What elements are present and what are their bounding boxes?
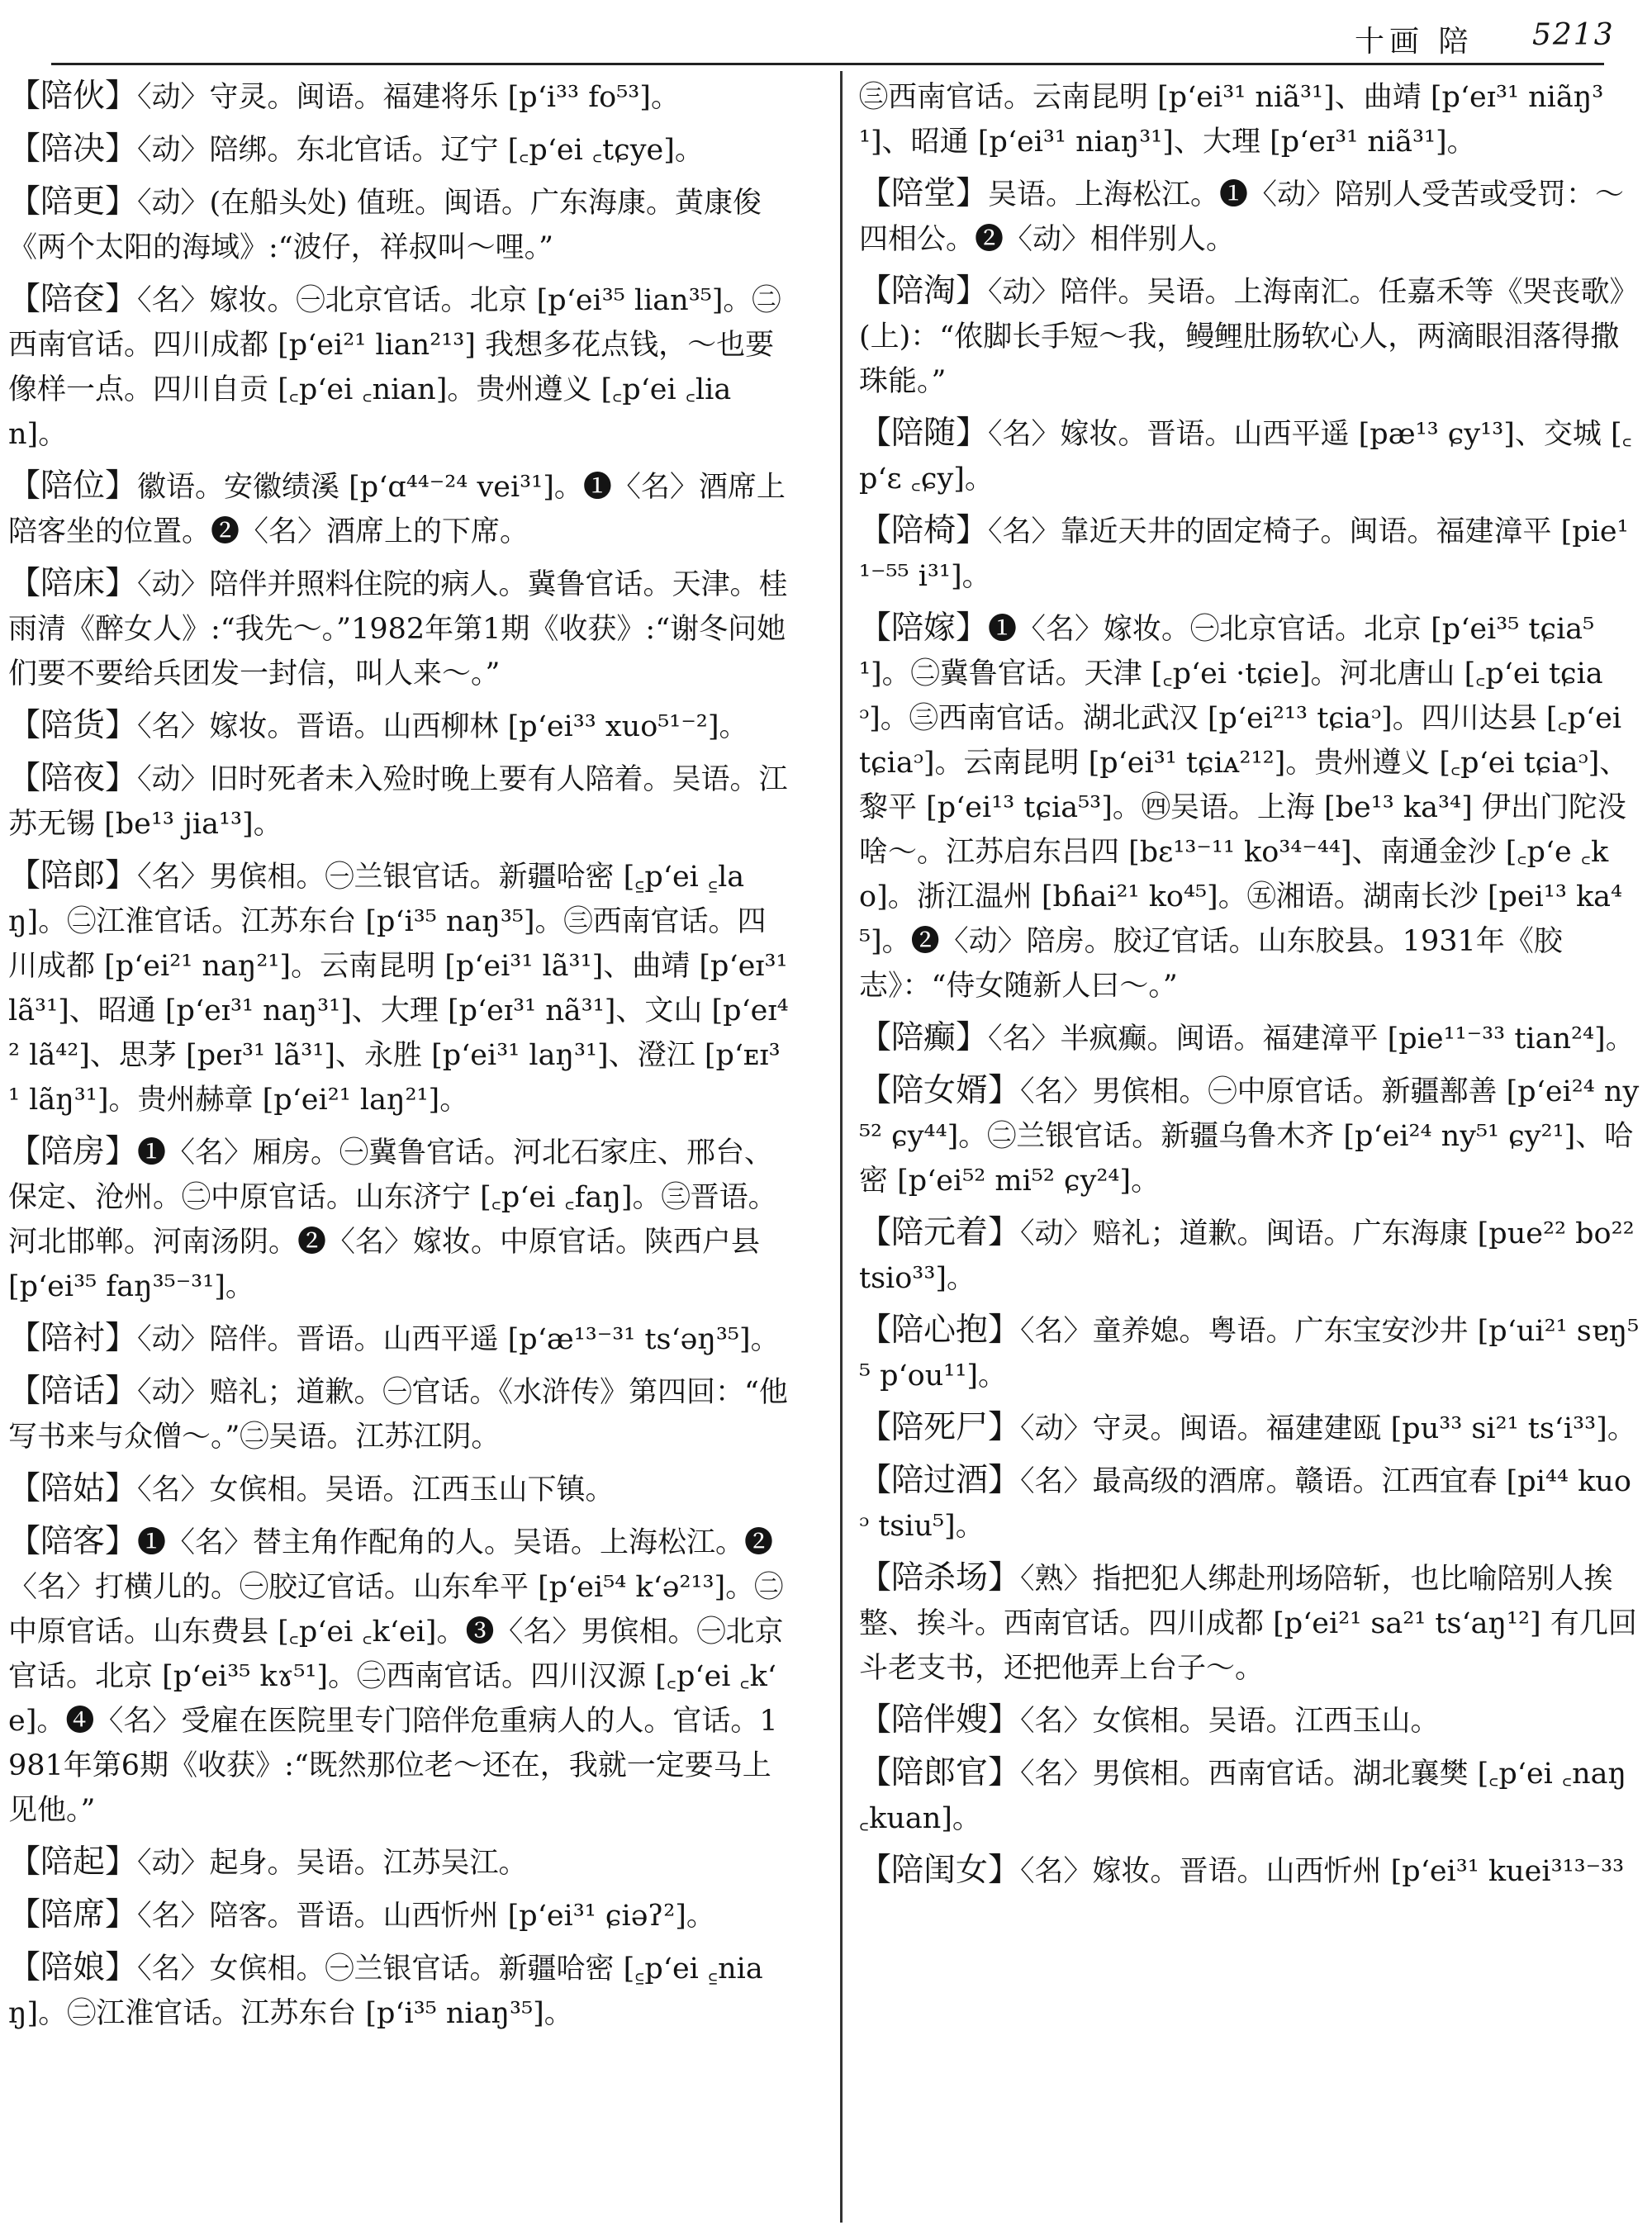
dictionary-entry <box>859 1308 1640 1398</box>
dictionary-entry <box>859 1016 1640 1061</box>
entry-headword: 【陪夜】 <box>8 760 138 797</box>
entry-headword: 【陪位】 <box>8 467 138 505</box>
dictionary-entry <box>8 562 789 696</box>
entry-definition: ❶〈名〉厢房。㊀冀鲁官话。河北石家庄、邢台、保定、沧州。㊁中原官话。山东济宁 [꜀pʻei ꜀faŋ]。㊂晋语。河北邯郸。河南汤阴。❷〈名〉嫁妆。中原官话。陕西户县 [pʻei³⁵ faŋ³⁵⁻³¹]。 <box>8 1136 777 1303</box>
entry-definition: 〈名〉女傧相。吴语。江西玉山。 <box>1020 1705 1440 1738</box>
entry-headword: 【陪决】 <box>8 130 138 168</box>
entry-headword: 【陪死尸】 <box>859 1409 1021 1446</box>
entry-definition: 〈动〉赔礼；道歉。㊀官话。《水浒传》第四回：“他写书来与众僧～。”㊁吴语。江苏江阴。 <box>8 1376 788 1454</box>
entry-definition: 〈名〉半疯癫。闽语。福建漳平 [pie¹¹⁻³³ tian²⁴]。 <box>988 1022 1635 1056</box>
entry-headword: 【陪更】 <box>8 183 138 221</box>
entry-definition: 〈名〉女傧相。㊀兰银官话。新疆哈密 [꜁pʻei ꜁niaŋ]。㊁江淮官话。江苏东台 [pʻi³⁵ niaŋ³⁵]。 <box>8 1952 763 2030</box>
entry-headword: 【陪货】 <box>8 707 138 744</box>
entry-definition: 〈动〉旧时死者未入殓时晚上要有人陪着。吴语。江苏无锡 [be¹³ jia¹³]。 <box>8 763 788 841</box>
entry-headword: 【陪元着】 <box>859 1214 1021 1251</box>
column-divider <box>840 71 843 2223</box>
entry-definition: ❶〈名〉替主角作配角的人。吴语。上海松江。❷〈名〉打横儿的。㊀胶辽官话。山东牟平 [pʻei⁵⁴ kʻə²¹³]。㊁中原官话。山东费县 [꜀pʻei ꜀kʻei]。❸〈名〉男傧相。㊀北京官话。北京 [pʻei³⁵ kɤ⁵¹]。㊁西南官话。四川汉源 [꜀pʻei ꜀kʻe]。❹〈名〉受雇在医院里专门陪伴危重病人的人。官话。1981年第6期《收获》:“既然那位老～还在，我就一定要马上见他。” <box>8 1526 784 1827</box>
entry-definition: 〈名〉嫁妆。晋语。山西平遥 [pæ¹³ ɕy¹³]、交城 [꜀pʻɛ ꜀ɕy]。 <box>859 418 1632 496</box>
dictionary-entry <box>8 854 789 1122</box>
entry-definition: 〈名〉男傧相。㊀兰银官话。新疆哈密 [꜁pʻei ꜁laŋ]。㊁江淮官话。江苏东台 [pʻi³⁵ naŋ³⁵]。㊂西南官话。四川成都 [pʻei²¹ naŋ²¹]。云南昆明 [pʻei³¹ lã³¹]、曲靖 [pʻeɪ³¹ lã³¹]、昭通 [pʻeɪ³¹ naŋ³¹]、大理 [pʻeɪ³¹ nã³¹]、文山 [pʻeɪ⁴² lã⁴²]、思茅 [peɪ³¹ lã³¹]、永胜 [pʻei³¹ laŋ³¹]、澄江 [pʻᴇɪ³¹ lãŋ³¹]。贵州赫章 [pʻei²¹ laŋ²¹]。 <box>8 861 789 1117</box>
header-rule <box>51 63 1604 65</box>
entry-headword: 【陪嫁】 <box>859 610 989 647</box>
dictionary-entry <box>859 1211 1640 1301</box>
entry-definition: 〈熟〉指把犯人绑赴刑场陪斩，也比喻陪别人挨整、挨斗。西南官话。四川成都 [pʻei²¹ sa²¹ tsʻaŋ¹²] 有几回斗老支书，还把他弄上台子～。 <box>859 1563 1637 1685</box>
dictionary-entry <box>8 1520 789 1833</box>
right-column <box>859 74 1640 1901</box>
dictionary-entry <box>859 411 1640 501</box>
running-title: 十画 陪 <box>1355 25 1474 59</box>
entry-headword: 【陪客】 <box>8 1523 138 1560</box>
entry-definition: 〈动〉陪绑。东北官话。辽宁 [꜀pʻei ꜀tɕye]。 <box>137 134 704 167</box>
entry-headword: 【陪女婿】 <box>859 1072 1021 1109</box>
left-column <box>8 74 789 2043</box>
entry-headword: 【陪随】 <box>859 415 989 452</box>
dictionary-entry <box>859 269 1640 404</box>
entry-definition: 〈名〉最高级的酒席。赣语。江西宜春 [pi⁴⁴ kuoᵓ tsiu⁵]。 <box>859 1465 1631 1543</box>
entry-headword: 【陪奁】 <box>8 281 138 318</box>
dictionary-entry <box>859 1406 1640 1451</box>
entry-definition: 〈动〉陪伴。晋语。山西平遥 [pʻæ¹³⁻³¹ tsʻəŋ³⁵]。 <box>137 1323 780 1356</box>
entry-definition: 〈名〉女傧相。吴语。江西玉山下镇。 <box>137 1473 615 1506</box>
entry-definition: 〈动〉(在船头处) 值班。闽语。广东海康。黄康俊《两个太阳的海域》:“波仔，祥叔叫～哩。” <box>8 187 762 264</box>
entry-definition: 〈名〉嫁妆。晋语。山西忻州 [pʻei³¹ kuei³¹³⁻³³ <box>1020 1855 1625 1888</box>
dictionary-entry <box>859 509 1640 599</box>
entry-headword: 【陪过酒】 <box>859 1462 1021 1499</box>
entry-headword: 【陪椅】 <box>859 512 989 549</box>
dictionary-entry <box>8 1893 789 1938</box>
entry-headword: 【陪伙】 <box>8 78 138 115</box>
dictionary-entry <box>8 1369 789 1459</box>
entry-definition: 〈动〉起身。吴语。江苏吴江。 <box>137 1847 528 1880</box>
entry-definition: 吴语。上海松江。❶〈动〉陪别人受苦或受罚：～四相公。❷〈动〉相伴别人。 <box>859 178 1625 256</box>
entry-headword: 【陪伴嫂】 <box>859 1701 1021 1739</box>
entry-definition: 〈动〉赔礼；道歉。闽语。广东海康 [pue²² bo²² tsio³³]。 <box>859 1217 1635 1295</box>
dictionary-entry-continued <box>859 74 1640 164</box>
entry-headword: 【陪姑】 <box>8 1470 138 1507</box>
entry-definition: 〈名〉嫁妆。晋语。山西柳林 [pʻei³³ xuo⁵¹⁻²]。 <box>137 710 748 743</box>
entry-headword: 【陪郎官】 <box>859 1754 1021 1791</box>
dictionary-entry <box>8 1130 789 1309</box>
dictionary-entry <box>8 278 789 457</box>
dictionary-entry <box>859 606 1640 1008</box>
dictionary-entry <box>8 1840 789 1886</box>
dictionary-entry <box>8 74 789 120</box>
entry-definition: ❶〈名〉嫁妆。㊀北京官话。北京 [pʻei³⁵ tɕia⁵¹]。㊁冀鲁官话。天津 [꜀pʻei ·tɕie]。河北唐山 [꜀pʻei tɕiaᵓ]。㊂西南官话。湖北武汉 [pʻei²¹³ tɕiaᵓ]。四川达县 [꜀pʻei tɕiaᵓ]。云南昆明 [pʻei³¹ tɕiᴀ²¹²]。贵州遵义 [꜀pʻei tɕiaᵓ]、黎平 [pʻei¹³ tɕia⁵³]。㊃吴语。上海 [be¹³ ka³⁴] 伊出门陀没啥～。江苏启东吕四 [bɛ¹³⁻¹¹ ko³⁴⁻⁴⁴]、南通金沙 [꜀pʻe ꜀ko]。浙江温州 [bɦai²¹ ko⁴⁵]。㊄湘语。湖南长沙 [pei¹³ ka⁴⁵]。❷〈动〉陪房。胶辽官话。山东胶县。1931年《胶志》：“侍女随新人曰～。” <box>859 613 1629 1003</box>
entry-headword: 【陪房】 <box>8 1133 138 1170</box>
entry-headword: 【陪话】 <box>8 1373 138 1410</box>
entry-headword: 【陪淘】 <box>859 273 989 310</box>
dictionary-entry <box>859 1069 1640 1203</box>
entry-definition: 〈动〉守灵。闽语。福建建瓯 [pu³³ si²¹ tsʻi³³]。 <box>1020 1412 1636 1445</box>
entry-headword: 【陪堂】 <box>859 175 989 212</box>
dictionary-entry <box>8 1317 789 1362</box>
entry-definition: 〈名〉男傧相。西南官话。湖北襄樊 [꜀pʻei ꜀naŋ ꜀kuan]。 <box>859 1758 1627 1835</box>
entry-definition: 〈名〉童养媳。粤语。广东宝安沙井 [pʻui²¹ sɐŋ⁵⁵ pʻou¹¹]。 <box>859 1315 1640 1393</box>
entry-headword: 【陪闺女】 <box>859 1852 1021 1889</box>
dictionary-entry <box>8 464 789 554</box>
entry-headword: 【陪衬】 <box>8 1320 138 1357</box>
entry-definition: 〈动〉陪伴。吴语。上海南汇。任嘉禾等《哭丧歌》(上)：“侬脚长手短～我，鳗鲤肚肠软心人，两滴眼泪落得撒珠能。” <box>859 276 1639 398</box>
dictionary-entry <box>859 172 1640 262</box>
dictionary-entry <box>8 704 789 749</box>
dictionary-entry <box>859 1848 1640 1894</box>
dictionary-entry <box>859 1556 1640 1691</box>
entry-headword: 【陪起】 <box>8 1843 138 1881</box>
entry-definition: 徽语。安徽绩溪 [pʻɑ⁴⁴⁻²⁴ vei³¹]。❶〈名〉酒席上陪客坐的位置。❷〈名〉酒席上的下席。 <box>8 471 786 548</box>
dictionary-entry <box>8 1467 789 1512</box>
entry-headword: 【陪心抱】 <box>859 1312 1021 1349</box>
dictionary-entry <box>859 1698 1640 1744</box>
dictionary-entry <box>859 1751 1640 1841</box>
entry-definition: 〈名〉陪客。晋语。山西忻州 [pʻei³¹ ɕiəʔ²]。 <box>137 1900 715 1933</box>
entry-headword: 【陪席】 <box>8 1896 138 1933</box>
dictionary-entry <box>8 127 789 173</box>
page-header <box>0 0 1652 64</box>
entry-definition: 〈动〉守灵。闽语。福建将乐 [pʻi³³ fo⁵³]。 <box>137 81 680 114</box>
entry-definition: 〈名〉靠近天井的固定椅子。闽语。福建漳平 [pie¹¹⁻⁵⁵ i³¹]。 <box>859 515 1629 593</box>
entry-headword: 【陪杀场】 <box>859 1559 1021 1597</box>
entry-definition: 〈名〉男傧相。㊀中原官话。新疆鄯善 [pʻei²⁴ ny⁵² ɕy⁴⁴]。㊁兰银官话。新疆乌鲁木齐 [pʻei²⁴ ny⁵¹ ɕy²¹]、哈密 [pʻei⁵² mi⁵² ɕy²⁴]。 <box>859 1075 1640 1198</box>
entry-definition: ㊂西南官话。云南昆明 [pʻei³¹ niã³¹]、曲靖 [pʻeɪ³¹ niãŋ³¹]、昭通 [pʻei³¹ niaŋ³¹]、大理 [pʻeɪ³¹ niã³¹]。 <box>859 81 1604 159</box>
page-number: 5213 <box>1532 18 1615 52</box>
entry-definition: 〈名〉嫁妆。㊀北京官话。北京 [pʻei³⁵ lian³⁵]。㊁西南官话。四川成都 [pʻei²¹ lian²¹³] 我想多花点钱，～也要像样一点。四川自贡 [꜀pʻei ꜀nian]。贵州遵义 [꜀pʻei ꜀lian]。 <box>8 284 781 451</box>
entry-headword: 【陪癫】 <box>859 1019 989 1056</box>
entry-headword: 【陪床】 <box>8 565 138 602</box>
entry-definition: 〈动〉陪伴并照料住院的病人。冀鲁官话。天津。桂雨清《醉女人》:“我先～。”1982年第1期《收获》:“谢冬问她们要不要给兵团发一封信，叫人来～。” <box>8 568 788 690</box>
entry-headword: 【陪郎】 <box>8 857 138 894</box>
dictionary-entry <box>8 757 789 847</box>
dictionary-entry <box>859 1459 1640 1549</box>
entry-headword: 【陪娘】 <box>8 1949 138 1986</box>
dictionary-entry <box>8 1946 789 2036</box>
dictionary-entry <box>8 180 789 270</box>
